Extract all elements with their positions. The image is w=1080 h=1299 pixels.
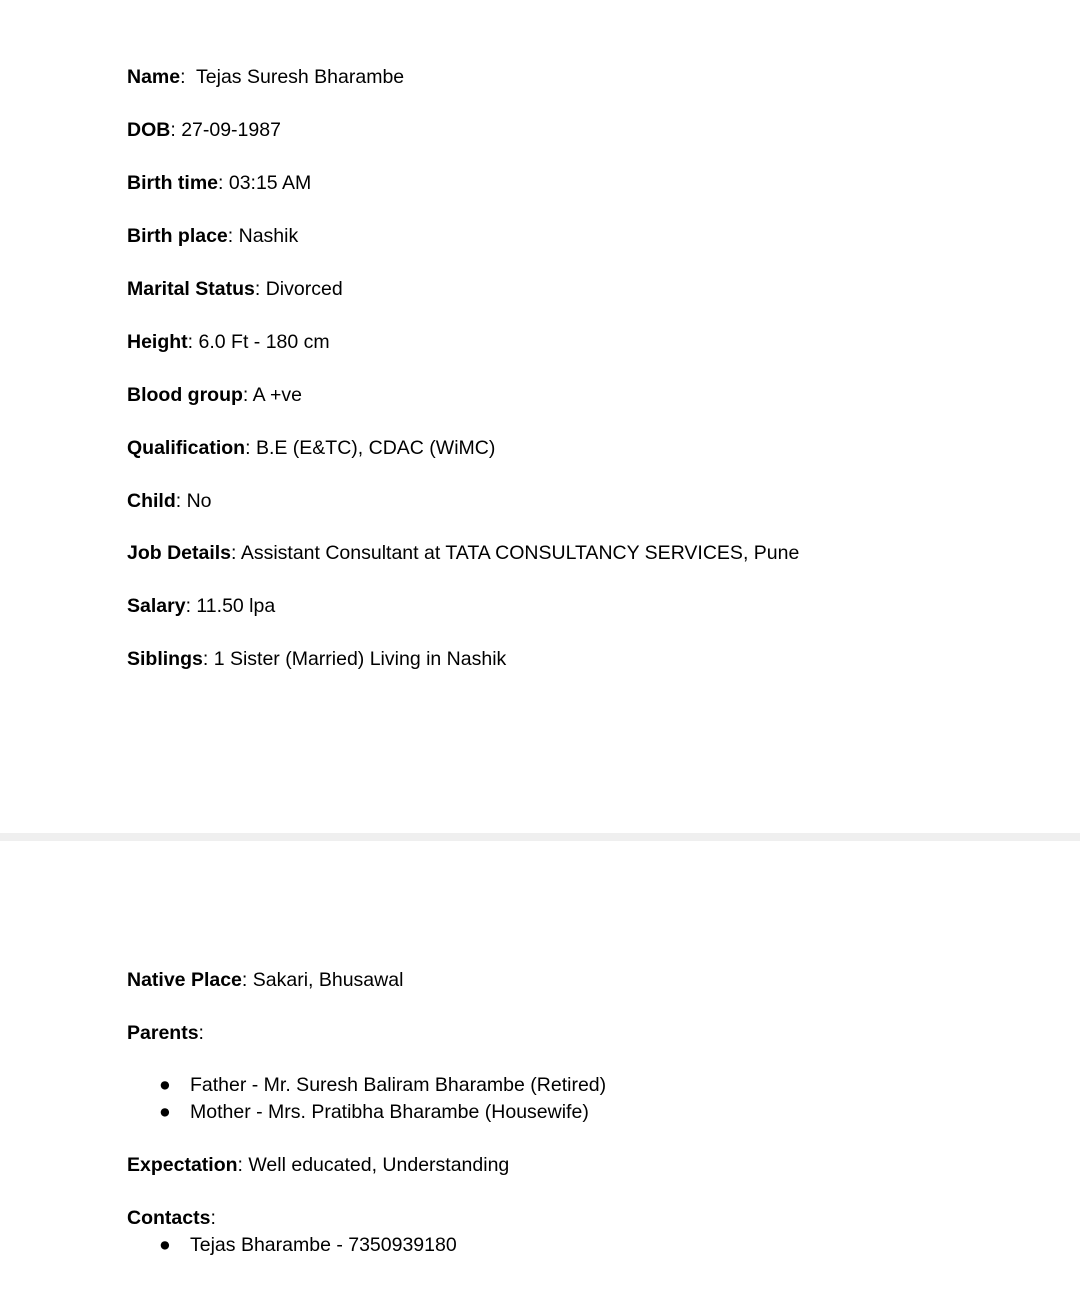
birth-time-field: Birth time: 03:15 AM (127, 172, 312, 194)
marital-status-value: Divorced (265, 278, 343, 300)
mother-detail: Mother - Mrs. Pratibha Bharambe (Housewife) (190, 1101, 589, 1123)
native-place-field: Native Place: Sakari, Bhusawal (127, 969, 404, 991)
expectation-label: Expectation (127, 1154, 238, 1176)
salary-field: Salary: 11.50 lpa (127, 595, 276, 617)
height-label: Height (127, 331, 188, 353)
marital-status-field: Marital Status: Divorced (127, 278, 343, 300)
native-place-label: Native Place (127, 969, 242, 991)
birth-place-field: Birth place: Nashik (127, 225, 299, 247)
qualification-label: Qualification (127, 437, 246, 459)
bullet-icon: ● (159, 1074, 171, 1096)
siblings-field: Siblings: 1 Sister (Married) Living in Nashik (127, 648, 507, 670)
qualification-field: Qualification: B.E (E&TC), CDAC (WiMC) (127, 437, 496, 459)
page-separator (0, 833, 1080, 841)
birth-place-label: Birth place (127, 225, 228, 247)
blood-group-value: A +ve (252, 384, 302, 406)
contacts-heading: Contacts: (127, 1207, 216, 1229)
dob-label: DOB (127, 119, 171, 141)
job-details-field: Job Details: Assistant Consultant at TATA CONSULTANCY SERVICES, Pune (127, 542, 800, 564)
birth-time-label: Birth time (127, 172, 219, 194)
siblings-value: 1 Sister (Married) Living in Nashik (213, 648, 507, 670)
parents-heading: Parents: (127, 1022, 204, 1044)
blood-group-field: Blood group: A +ve (127, 384, 302, 406)
bullet-icon: ● (159, 1234, 171, 1256)
job-details-value: Assistant Consultant at TATA CONSULTANCY SERVICES, Pune (240, 542, 800, 564)
contacts-label: Contacts (127, 1207, 211, 1229)
height-value: 6.0 Ft - 180 cm (198, 331, 330, 353)
birth-time-value: 03:15 AM (228, 172, 312, 194)
child-field: Child: No (127, 490, 212, 512)
native-place-value: Sakari, Bhusawal (252, 969, 404, 991)
name-field: Name: Tejas Suresh Bharambe (127, 66, 405, 88)
qualification-value: B.E (E&TC), CDAC (WiMC) (255, 437, 496, 459)
name-value: Tejas Suresh Bharambe (196, 66, 405, 88)
parents-label: Parents (127, 1022, 199, 1044)
expectation-field: Expectation: Well educated, Understanding (127, 1154, 510, 1176)
child-value: No (186, 490, 212, 512)
siblings-label: Siblings (127, 648, 203, 670)
father-detail: Father - Mr. Suresh Baliram Bharambe (Retired) (190, 1074, 607, 1096)
bullet-icon: ● (159, 1101, 171, 1123)
height-field: Height: 6.0 Ft - 180 cm (127, 331, 330, 353)
name-label: Name (127, 66, 181, 88)
birth-place-value: Nashik (238, 225, 299, 247)
child-label: Child (127, 490, 176, 512)
salary-value: 11.50 lpa (196, 595, 276, 617)
expectation-value: Well educated, Understanding (248, 1154, 510, 1176)
dob-field: DOB: 27-09-1987 (127, 119, 281, 141)
document-page-2 (0, 841, 1080, 1299)
blood-group-label: Blood group (127, 384, 243, 406)
marital-status-label: Marital Status (127, 278, 255, 300)
salary-label: Salary (127, 595, 186, 617)
job-details-label: Job Details (127, 542, 232, 564)
dob-value: 27-09-1987 (181, 119, 281, 141)
contact-detail: Tejas Bharambe - 7350939180 (190, 1234, 457, 1256)
